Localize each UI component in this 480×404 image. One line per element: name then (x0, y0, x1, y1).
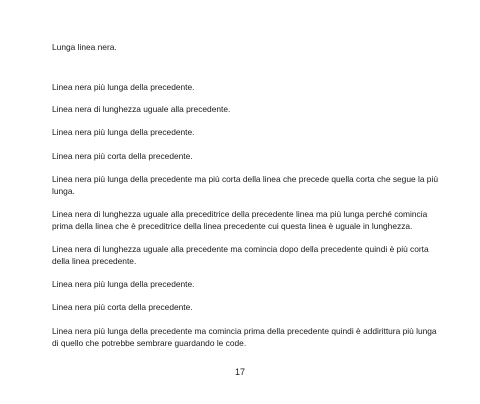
paragraph-3: Linea nera di lunghezza uguale alla precedente. (52, 104, 231, 114)
paragraph-9: Linea nera più lunga della precedente. (52, 279, 195, 289)
paragraph-8: Linea nera di lunghezza uguale alla precedente ma comincia dopo della precedente quindi è più corta della linea precedente. (52, 244, 429, 266)
paragraph-6: Linea nera più lunga della precedente ma più corta della linea che precede quella corta che segue la più lunga. (52, 174, 438, 196)
page-number: 17 (234, 367, 245, 377)
paragraph-10: Linea nera più corta della precedente. (52, 302, 193, 312)
paragraph-2: Linea nera più lunga della precedente. (52, 82, 195, 92)
paragraph-1: Lunga linea nera. (52, 42, 117, 52)
paragraph-4: Linea nera più lunga della precedente. (52, 127, 195, 137)
paragraph-11: Linea nera più lunga della precedente ma comincia prima della precedente quindi è addirittura più lunga di quello che potrebbe sembrare guardando le code. (52, 326, 437, 348)
paragraph-5: Linea nera più corta della precedente. (52, 151, 193, 161)
paragraph-7: Linea nera di lunghezza uguale alla preceditrice della precedente linea ma più lunga perché comincia prima della linea che è preceditrice della linea precedente cui questa linea è uguale in lunghezza. (52, 209, 428, 231)
